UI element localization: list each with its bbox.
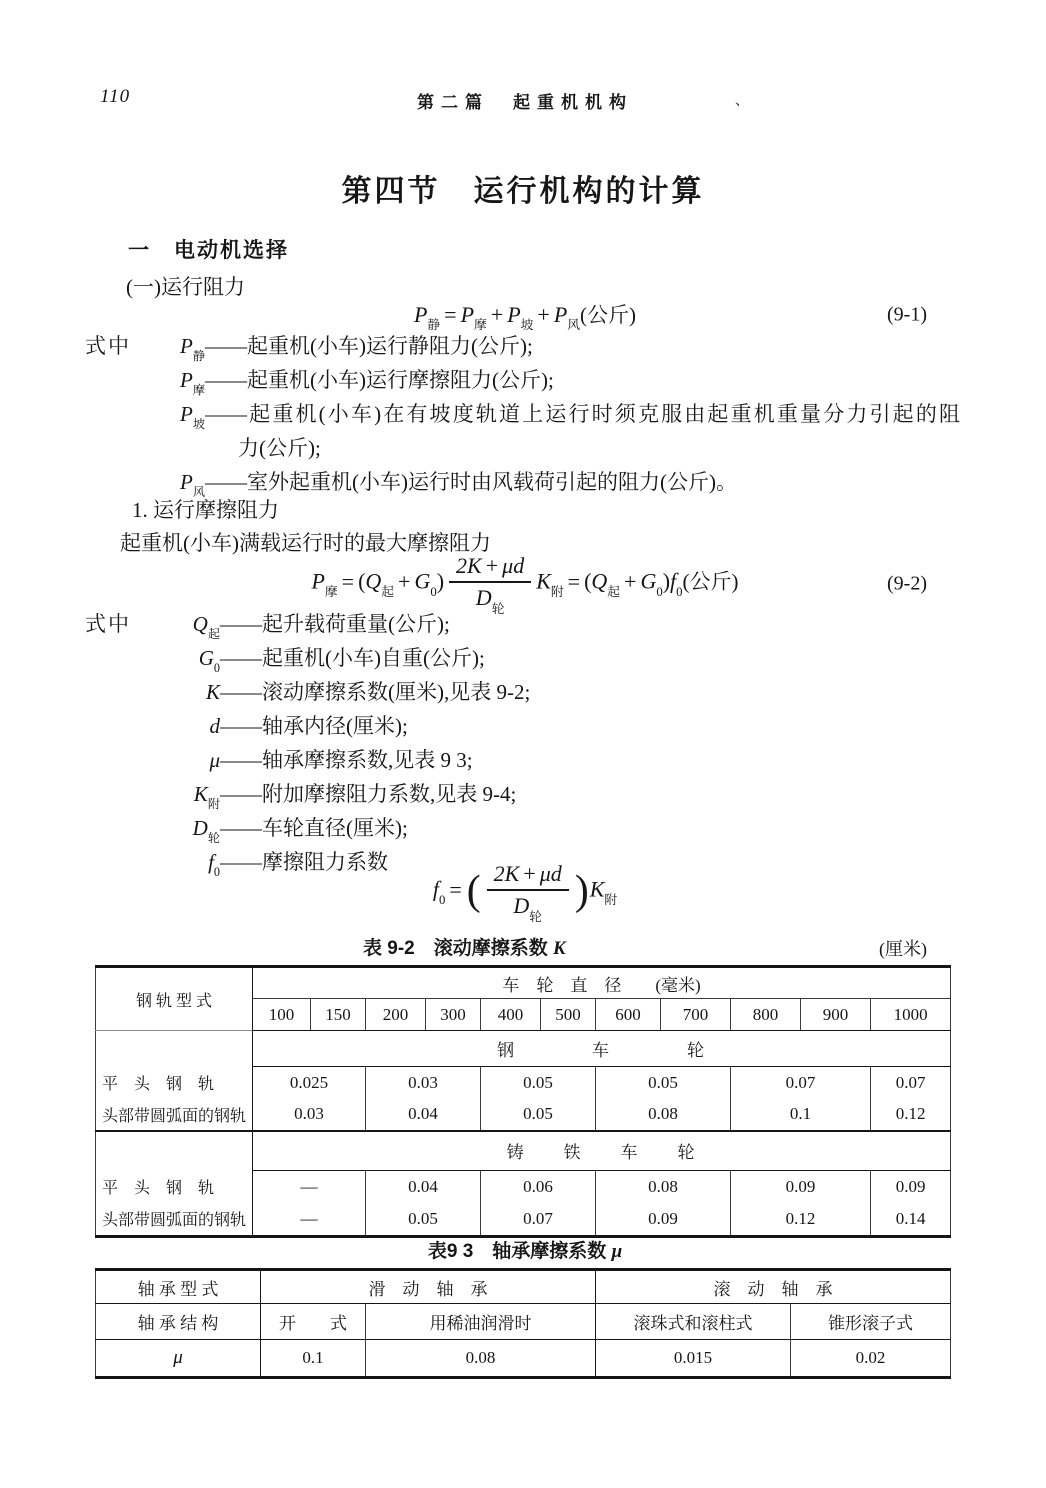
table92-empty-label — [96, 1131, 253, 1171]
equation-9-1-tag: (9-1) — [887, 303, 927, 326]
table92-value-cell: 0.12 — [731, 1203, 871, 1237]
table92-caption — [363, 933, 566, 960]
equation-9-2-tag: (9-2) — [887, 572, 927, 595]
table92-row-label: 平 头 钢 轨 — [96, 1171, 253, 1203]
def-prefix: 式中 — [85, 334, 131, 358]
definition-row — [85, 642, 960, 676]
def-symbol: $P_静$ — [179, 334, 205, 364]
table92-value-cell: 0.08 — [596, 1171, 731, 1203]
table92-diameter-cell: 700 — [661, 999, 731, 1031]
table93-structure-header: 轴 承 结 构 — [96, 1304, 261, 1340]
table92-value-cell: — — [300, 1176, 318, 1196]
def-text: ——摩擦阻力系数 — [220, 850, 388, 874]
definitions-list-2 — [85, 608, 960, 880]
table92-value-cell: 0.05 — [366, 1203, 481, 1237]
table93-value-cell: 0.02 — [791, 1340, 951, 1378]
heading-motor-selection: 一 电动机选择 — [128, 239, 289, 262]
def-symbol: μ — [209, 748, 220, 772]
def-prefix: 式中 — [85, 612, 131, 636]
table92-value-cell: 0.05 — [596, 1067, 731, 1099]
table92-diameter-cell: 200 — [366, 999, 426, 1031]
table92-caption-row — [95, 933, 955, 959]
def-symbol: $Q_起$ — [192, 612, 220, 642]
table93-value-cell: 0.015 — [596, 1340, 791, 1378]
definition-row — [85, 364, 960, 398]
def-text: ——起升载荷重量(公斤); — [220, 612, 450, 636]
table92-value-cell: 0.07 — [871, 1067, 951, 1099]
table92 — [95, 965, 951, 1238]
def-symbol: $P_风$ — [179, 470, 205, 500]
table92-diameter-cell: 150 — [311, 999, 366, 1031]
equation-9-1-body: $P_静 = P_摩 + P_坡 + P_风$(公斤) — [413, 301, 637, 333]
definition-row — [85, 710, 960, 744]
table92-diameter-cell: 900 — [801, 999, 871, 1031]
table92-subheader-cast-iron — [96, 1131, 951, 1171]
equation-f0-body: $f_0$ = ( $\frac{2K + \mu d}{D_轮}$ )$K_附$ — [432, 861, 618, 924]
def-symbol: d — [209, 714, 220, 738]
page-header — [95, 86, 955, 116]
table92-cast-row-2 — [96, 1203, 951, 1237]
table92-empty-label — [96, 1031, 253, 1067]
table92-value-cell: 0.025 — [289, 1072, 329, 1092]
table93-taper-roller: 锥形滚子式 — [791, 1304, 951, 1340]
table93-row-2 — [96, 1304, 951, 1340]
table93-open-type: 开 式 — [261, 1304, 366, 1340]
table93-caption-symbol: μ — [611, 1241, 623, 1262]
def-text: ——起重机(小车)在有坡度轨道上运行时须克服由起重机重量分力引起的阻 — [205, 402, 960, 426]
definition-row — [85, 812, 960, 846]
table92-value-cell: — — [300, 1208, 318, 1228]
table93 — [95, 1268, 951, 1379]
def-text: ——附加摩擦阻力系数,见表 9-4; — [220, 782, 517, 806]
table92-header-row-1 — [96, 967, 951, 999]
def-text: ——滚动摩擦系数(厘米),见表 9-2; — [220, 680, 531, 704]
table92-value-cell: 0.07 — [481, 1203, 596, 1237]
table92-value-cell: 0.07 — [731, 1067, 871, 1099]
page-number: 110 — [100, 86, 131, 107]
table92-diameter-cell: 100 — [253, 999, 311, 1031]
table93-value-cell: 0.1 — [302, 1348, 324, 1367]
def-symbol: $G_0$ — [198, 646, 220, 676]
table92-caption-text: 表 9-2 滚动摩擦系数 — [363, 938, 554, 959]
table92-value-cell: 0.05 — [481, 1099, 596, 1131]
equation-9-1 — [95, 297, 955, 333]
table93-mu-label: μ — [96, 1340, 261, 1378]
def-symbol: $f_0$ — [208, 850, 220, 880]
table92-value-cell: 0.09 — [731, 1171, 871, 1203]
table92-value-cell: 0.09 — [871, 1171, 951, 1203]
heading-running-resistance: (一)运行阻力 — [126, 275, 245, 299]
table92-steel-row-2 — [96, 1099, 951, 1131]
table93-rolling-bearing-header: 滚 动 轴 承 — [596, 1270, 951, 1304]
table92-value-cell: 0.14 — [871, 1203, 951, 1237]
def-text: ——室外起重机(小车)运行时由风载荷引起的阻力(公斤)。 — [205, 470, 737, 494]
table92-row-label: 头部带圆弧面的钢轨 — [96, 1099, 253, 1131]
table92-cast-row-1 — [96, 1171, 951, 1203]
table92-value-cell: 0.08 — [596, 1099, 731, 1131]
definition-row — [85, 744, 960, 778]
table92-diameter-cell: 600 — [596, 999, 661, 1031]
table92-subheader-steel — [96, 1031, 951, 1067]
table92-value-cell: 0.04 — [366, 1171, 481, 1203]
table93-value-cell: 0.08 — [366, 1340, 596, 1378]
table92-value-cell: 0.03 — [366, 1067, 481, 1099]
def-text: ——起重机(小车)运行摩擦阻力(公斤); — [205, 368, 554, 392]
table92-cast-iron-wheel-header: 铸 铁 车 轮 — [253, 1131, 951, 1171]
def-symbol: $P_摩$ — [179, 368, 205, 398]
definition-row — [85, 330, 960, 364]
table92-diameter-cell: 1000 — [871, 999, 951, 1031]
table92-value-cell: 0.09 — [596, 1203, 731, 1237]
table93-sliding-bearing-header: 滑 动 轴 承 — [261, 1270, 596, 1304]
definition-row — [85, 608, 960, 642]
table92-diameter-cell: 800 — [731, 999, 801, 1031]
table92-value-cell: 0.03 — [294, 1104, 324, 1123]
table92-row-label: 平 头 钢 轨 — [96, 1067, 253, 1099]
table92-diameter-header: 车 轮 直 径 (毫米) — [253, 967, 951, 999]
table93-caption-text: 表9 3 轴承摩擦系数 — [427, 1241, 612, 1262]
table92-diameter-cell: 400 — [481, 999, 541, 1031]
def-symbol: $P_坡$ — [179, 402, 205, 432]
header-mark: 、 — [735, 94, 749, 109]
section-title: 第四节 运行机构的计算 — [341, 175, 705, 208]
def-text: ——轴承摩擦系数,见表 9 3; — [220, 748, 473, 772]
table93-row-1 — [96, 1270, 951, 1304]
equation-f0 — [95, 856, 955, 928]
equation-9-2-body: $P_摩 = (Q_起 + G_0)$ $\frac{2K + \mu d}{D_轮}$ $K_附 = (Q_起 + G_0)f_0$(公斤) — [311, 553, 739, 616]
definitions-list-1 — [85, 330, 960, 500]
table92-steel-wheel-header: 钢 车 轮 — [253, 1031, 951, 1067]
table93-caption — [95, 1236, 955, 1263]
running-title: 第二篇 起重机机构 — [417, 93, 633, 112]
table93-thin-oil: 用稀油润滑时 — [366, 1304, 596, 1340]
def-symbol: K — [205, 680, 220, 704]
table92-value-cell: 0.12 — [871, 1099, 951, 1131]
table92-unit: (厘米) — [879, 939, 927, 959]
def-text: ——轴承内径(厘米); — [220, 714, 408, 738]
table93-row-3 — [96, 1340, 951, 1378]
subitem-1: 1. 运行摩擦阻力 — [132, 498, 279, 522]
def-text: ——车轮直径(厘米); — [220, 816, 408, 840]
table92-steel-row-1 — [96, 1067, 951, 1099]
def-text: ——起重机(小车)运行静阻力(公斤); — [205, 334, 533, 358]
paragraph-max-friction: 起重机(小车)满载运行时的最大摩擦阻力 — [120, 531, 491, 555]
table92-diameter-cell: 300 — [426, 999, 481, 1031]
table92-diameter-cell: 500 — [541, 999, 596, 1031]
table92-value-cell: 0.06 — [481, 1171, 596, 1203]
def-continuation: 力(公斤); — [238, 436, 321, 460]
table92-rail-type-header: 钢 轨 型 式 — [96, 967, 253, 1031]
definition-row — [85, 778, 960, 812]
table92-value-cell: 0.04 — [366, 1099, 481, 1131]
def-symbol: $D_轮$ — [192, 816, 220, 846]
definition-row — [85, 676, 960, 710]
table92-value-cell: 0.05 — [481, 1067, 596, 1099]
table92-caption-symbol: K — [553, 938, 566, 959]
table92-value-cell: 0.1 — [731, 1099, 871, 1131]
table93-ball-roller: 滚珠式和滚柱式 — [596, 1304, 791, 1340]
table92-row-label: 头部带圆弧面的钢轨 — [96, 1203, 253, 1237]
definition-row — [85, 398, 960, 432]
table93-bearing-type-header: 轴 承 型 式 — [96, 1270, 261, 1304]
def-text: ——起重机(小车)自重(公斤); — [220, 646, 485, 670]
def-symbol: $K_附$ — [193, 782, 220, 812]
